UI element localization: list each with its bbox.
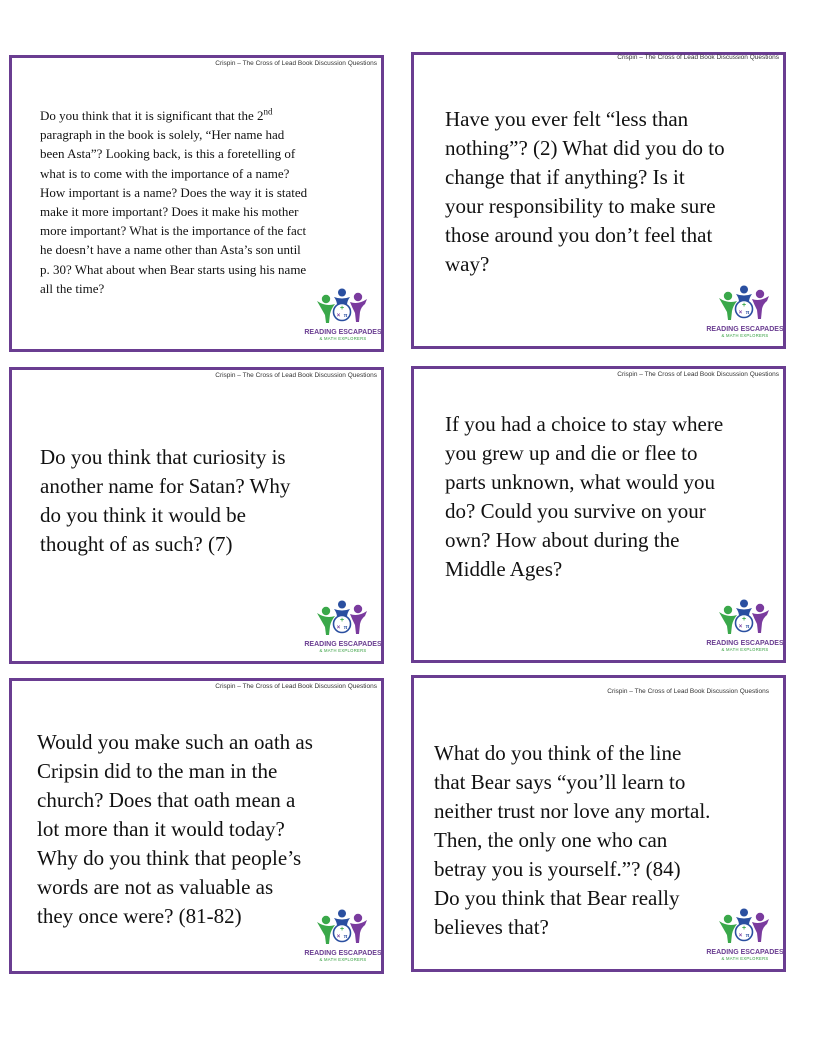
reading-escapades-logo bbox=[706, 908, 784, 968]
question-card-4 bbox=[411, 366, 786, 663]
card-header: Crispin – The Cross of Lead Book Discussion Questions bbox=[617, 371, 779, 378]
question-line: what is to come with the importance of a name? bbox=[40, 165, 290, 181]
svg-text:π: π bbox=[343, 624, 348, 631]
question-line: Do you think that it is significant that the 2nd bbox=[40, 106, 273, 123]
svg-text:π: π bbox=[343, 312, 348, 319]
question-card-6 bbox=[411, 675, 786, 972]
question-line: do you think it would be bbox=[40, 503, 246, 527]
question-line: all the time? bbox=[40, 280, 105, 296]
logo-icon bbox=[304, 600, 382, 660]
question-text bbox=[37, 728, 313, 931]
question-line: Cripsin did to the man in the bbox=[37, 759, 278, 783]
question-line: What do you think of the line bbox=[434, 741, 682, 765]
card-header: Crispin – The Cross of Lead Book Discussion Questions bbox=[617, 54, 779, 61]
question-line: betray you is yourself.”? (84) bbox=[434, 857, 681, 881]
question-line: own? How about during the bbox=[445, 528, 680, 552]
question-line: lot more than it would today? bbox=[37, 817, 285, 841]
svg-text:π: π bbox=[745, 932, 750, 939]
logo-icon bbox=[706, 285, 784, 345]
reading-escapades-logo bbox=[706, 599, 784, 659]
logo-line2: & MATH EXPLORERS bbox=[721, 333, 769, 338]
question-line: more important? What is the importance of the fact bbox=[40, 223, 307, 239]
question-line: make it more important? Does it make his mother bbox=[40, 204, 299, 220]
question-line: they once were? (81-82) bbox=[37, 904, 242, 928]
question-text bbox=[445, 105, 725, 279]
logo-icon bbox=[304, 288, 382, 348]
reading-escapades-logo bbox=[304, 600, 382, 660]
reading-escapades-logo bbox=[304, 909, 382, 969]
question-card-1 bbox=[9, 55, 384, 352]
svg-text:×: × bbox=[336, 934, 341, 940]
question-text bbox=[434, 739, 710, 942]
question-line: Have you ever felt “less than bbox=[445, 107, 689, 131]
svg-text:π: π bbox=[343, 933, 348, 940]
question-line: Would you make such an oath as bbox=[37, 730, 313, 754]
svg-text:×: × bbox=[336, 313, 341, 319]
question-line: those around you don’t feel that bbox=[445, 223, 713, 247]
question-line: your responsibility to make sure bbox=[445, 194, 716, 218]
question-line: Do you think that curiosity is bbox=[40, 445, 286, 469]
question-line: neither trust nor love any mortal. bbox=[434, 799, 711, 823]
svg-text:×: × bbox=[738, 310, 743, 316]
logo-line1: READING ESCAPADES bbox=[304, 641, 382, 648]
question-line: you grew up and die or flee to bbox=[445, 441, 698, 465]
logo-line2: & MATH EXPLORERS bbox=[721, 956, 769, 961]
question-line: another name for Satan? Why bbox=[40, 474, 291, 498]
card-header: Crispin – The Cross of Lead Book Discussion Questions bbox=[607, 688, 769, 695]
logo-line1: READING ESCAPADES bbox=[706, 949, 784, 956]
question-line: thought of as such? (7) bbox=[40, 532, 233, 556]
svg-text:×: × bbox=[738, 624, 743, 630]
card-header: Crispin – The Cross of Lead Book Discussion Questions bbox=[215, 60, 377, 67]
question-line: p. 30? What about when Bear starts using his name bbox=[40, 261, 307, 277]
question-line: that Bear says “you’ll learn to bbox=[434, 770, 686, 794]
logo-line1: READING ESCAPADES bbox=[304, 329, 382, 336]
svg-text:π: π bbox=[745, 309, 750, 316]
question-card-5 bbox=[9, 678, 384, 974]
question-line: paragraph in the book is solely, “Her name had bbox=[40, 127, 285, 143]
svg-text:+: + bbox=[339, 926, 345, 933]
logo-icon bbox=[706, 599, 784, 659]
reading-escapades-logo bbox=[706, 285, 784, 345]
question-line: church? Does that oath mean a bbox=[37, 788, 296, 812]
question-text bbox=[40, 443, 290, 559]
question-line: Then, the only one who can bbox=[434, 828, 668, 852]
question-line: Do you think that Bear really bbox=[434, 886, 680, 910]
question-line: do? Could you survive on your bbox=[445, 499, 706, 523]
question-line: parts unknown, what would you bbox=[445, 470, 716, 494]
svg-text:×: × bbox=[738, 933, 743, 939]
svg-text:+: + bbox=[741, 925, 747, 932]
logo-line1: READING ESCAPADES bbox=[706, 326, 784, 333]
card-header: Crispin – The Cross of Lead Book Discussion Questions bbox=[215, 683, 377, 690]
logo-icon bbox=[706, 908, 784, 968]
question-line: he doesn’t have a name other than Asta’s son until bbox=[40, 242, 301, 258]
ordinal-superscript: nd bbox=[263, 106, 273, 117]
question-card-3 bbox=[9, 367, 384, 664]
logo-line2: & MATH EXPLORERS bbox=[319, 648, 367, 653]
question-text bbox=[445, 410, 723, 584]
logo-line2: & MATH EXPLORERS bbox=[721, 647, 769, 652]
svg-text:+: + bbox=[741, 302, 747, 309]
logo-line2: & MATH EXPLORERS bbox=[319, 336, 367, 341]
question-line: believes that? bbox=[434, 915, 549, 939]
question-card-2 bbox=[411, 52, 786, 349]
question-line: Middle Ages? bbox=[445, 557, 563, 581]
logo-line1: READING ESCAPADES bbox=[304, 950, 382, 957]
logo-icon bbox=[304, 909, 382, 969]
svg-text:+: + bbox=[741, 616, 747, 623]
svg-text:+: + bbox=[339, 305, 345, 312]
card-header: Crispin – The Cross of Lead Book Discussion Questions bbox=[215, 372, 377, 379]
svg-text:+: + bbox=[339, 617, 345, 624]
svg-text:π: π bbox=[745, 623, 750, 630]
question-line: nothing”? (2) What did you do to bbox=[445, 136, 725, 160]
question-line: If you had a choice to stay where bbox=[445, 412, 724, 436]
question-line: change that if anything? Is it bbox=[445, 165, 685, 189]
question-text bbox=[40, 106, 307, 298]
question-line: How important is a name? Does the way it is stated bbox=[40, 184, 308, 200]
question-line: way? bbox=[445, 252, 490, 276]
svg-text:×: × bbox=[336, 625, 341, 631]
question-line: been Asta”? Looking back, is this a foretelling of bbox=[40, 146, 296, 162]
logo-line1: READING ESCAPADES bbox=[706, 640, 784, 647]
question-line: Why do you think that people’s bbox=[37, 846, 302, 870]
reading-escapades-logo bbox=[304, 288, 382, 348]
logo-line2: & MATH EXPLORERS bbox=[319, 957, 367, 962]
question-line: words are not as valuable as bbox=[37, 875, 274, 899]
